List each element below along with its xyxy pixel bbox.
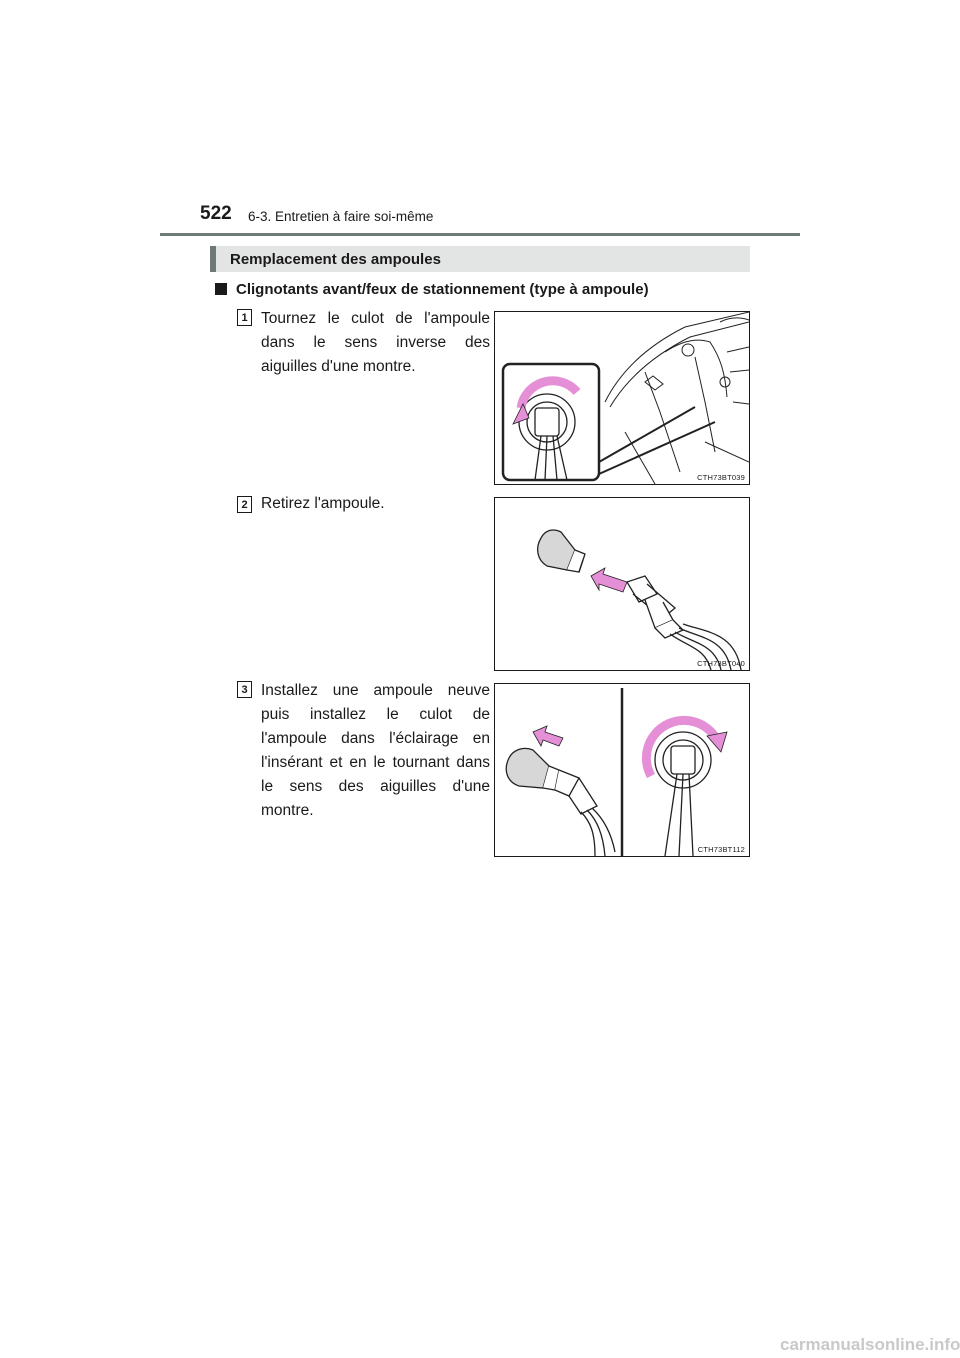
step-number-1: 1 bbox=[237, 309, 252, 326]
figure-code-1: CTH73BT039 bbox=[697, 473, 745, 482]
bulb-removal-illustration bbox=[495, 498, 749, 670]
step-number-2: 2 bbox=[237, 496, 252, 513]
bulb-install-illustration bbox=[495, 684, 749, 856]
section-title-bar bbox=[210, 246, 750, 272]
page-number: 522 bbox=[200, 203, 232, 224]
headlamp-socket-illustration bbox=[495, 312, 749, 484]
square-bullet-icon bbox=[215, 283, 227, 295]
figure-code-2: CTH73BT040 bbox=[697, 659, 745, 668]
figure-install-bulb-clockwise bbox=[494, 683, 750, 857]
step-text-2: Retirez l'ampoule. bbox=[261, 495, 385, 512]
figure-code-3: CTH73BT112 bbox=[697, 845, 745, 854]
sub-heading bbox=[215, 281, 649, 298]
header-divider bbox=[160, 233, 800, 236]
figure-rotate-socket-counterclockwise bbox=[494, 311, 750, 485]
step-text-3: Installez une ampoule neuve puis installez le culot de l'ampoule dans l'éclairage en l'insérant et en le tournant dans le sens des aiguilles d'une montre. bbox=[261, 682, 490, 819]
section-title: Remplacement des ampoules bbox=[230, 251, 441, 268]
step-number-3: 3 bbox=[237, 681, 252, 698]
figure-remove-bulb bbox=[494, 497, 750, 671]
chapter-heading: 6-3. Entretien à faire soi-même bbox=[248, 209, 434, 224]
sub-heading-text: Clignotants avant/feux de stationnement (type à ampoule) bbox=[236, 281, 649, 298]
watermark: carmanualsonline.info bbox=[780, 1335, 960, 1354]
step-text-1: Tournez le culot de l'ampoule dans le sens inverse des aiguilles d'une montre. bbox=[261, 310, 490, 375]
